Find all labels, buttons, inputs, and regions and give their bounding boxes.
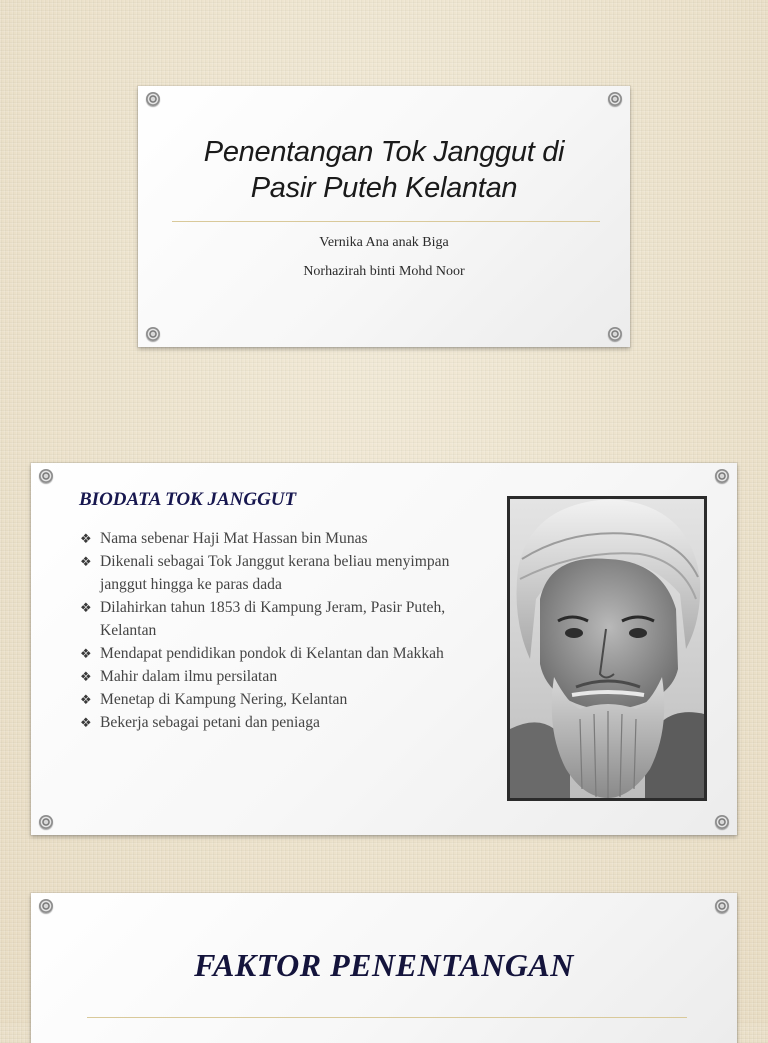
presentation-title bbox=[138, 134, 630, 206]
diamond-bullet-icon: ❖ bbox=[80, 554, 92, 569]
list-item-text: Dikenali sebagai Tok Janggut kerana beliau menyimpan janggut hingga ke paras dada bbox=[100, 553, 450, 593]
title-divider bbox=[172, 221, 600, 222]
rivet-icon bbox=[39, 469, 53, 483]
section-slide bbox=[31, 893, 737, 1043]
rivet-icon bbox=[715, 899, 729, 913]
portrait-image bbox=[507, 496, 707, 801]
list-item bbox=[77, 711, 457, 734]
list-item-text: Nama sebenar Haji Mat Hassan bin Munas bbox=[100, 530, 368, 547]
rivet-icon bbox=[715, 815, 729, 829]
diamond-bullet-icon: ❖ bbox=[80, 669, 92, 684]
diamond-bullet-icon: ❖ bbox=[80, 531, 92, 546]
diamond-bullet-icon: ❖ bbox=[80, 692, 92, 707]
author-name: Norhazirah binti Mohd Noor bbox=[303, 264, 465, 279]
author-name: Vernika Ana anak Biga bbox=[319, 235, 449, 250]
list-item bbox=[77, 688, 457, 711]
list-item-text: Mahir dalam ilmu persilatan bbox=[100, 668, 278, 685]
diamond-bullet-icon: ❖ bbox=[80, 715, 92, 730]
portrait-drawing bbox=[510, 499, 704, 798]
rivet-icon bbox=[146, 92, 160, 106]
rivet-icon bbox=[146, 327, 160, 341]
rivet-icon bbox=[39, 815, 53, 829]
list-item-text: Mendapat pendidikan pondok di Kelantan dan Makkah bbox=[100, 645, 444, 662]
list-item bbox=[77, 665, 457, 688]
title-slide bbox=[138, 86, 630, 347]
section-divider bbox=[87, 1017, 687, 1018]
list-item bbox=[77, 527, 457, 550]
diamond-bullet-icon: ❖ bbox=[80, 600, 92, 615]
rivet-icon bbox=[608, 92, 622, 106]
list-item-text: Bekerja sebagai petani dan peniaga bbox=[100, 714, 320, 731]
list-item-text: Menetap di Kampung Nering, Kelantan bbox=[100, 691, 348, 708]
list-item bbox=[77, 642, 457, 665]
list-item-text: Dilahirkan tahun 1853 di Kampung Jeram, Pasir Puteh, Kelantan bbox=[100, 599, 446, 639]
diamond-bullet-icon: ❖ bbox=[80, 646, 92, 661]
rivet-icon bbox=[715, 469, 729, 483]
title-line-1: Penentangan Tok Janggut di bbox=[203, 136, 565, 168]
biodata-slide bbox=[31, 463, 737, 835]
section-heading: FAKTOR PENENTANGAN bbox=[194, 947, 574, 983]
biodata-list bbox=[77, 527, 457, 734]
list-item bbox=[77, 550, 457, 596]
rivet-icon bbox=[39, 899, 53, 913]
title-line-2: Pasir Puteh Kelantan bbox=[250, 172, 518, 204]
rivet-icon bbox=[608, 327, 622, 341]
slide-heading: BIODATA TOK JANGGUT bbox=[79, 489, 297, 510]
list-item bbox=[77, 596, 457, 642]
